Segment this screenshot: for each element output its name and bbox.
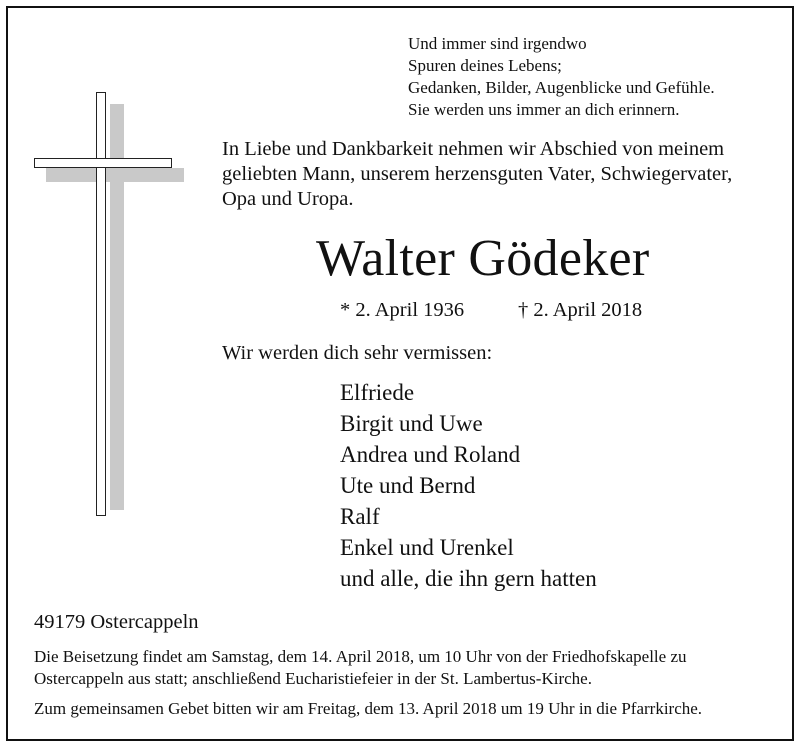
farewell-line: geliebten Mann, unserem herzensguten Vater, Schwiegervater, [222, 163, 733, 185]
poem-line: Und immer sind irgendwo [408, 34, 587, 53]
mourner: Ralf [340, 504, 380, 529]
poem-line: Gedanken, Bilder, Augenblicke und Gefühle. [408, 78, 715, 97]
farewell-text [222, 137, 732, 212]
farewell-line: Opa und Uropa. [222, 188, 354, 210]
miss-text: Wir werden dich sehr vermissen: [222, 342, 493, 364]
mourner: Andrea und Roland [340, 442, 521, 467]
birth-date: * 2. April 1936 [340, 299, 465, 321]
funeral-line: Ostercappeln aus statt; anschließend Eucharistiefeier in der St. Lambertus-Kirche. [34, 669, 592, 688]
poem-line: Spuren deines Lebens; [408, 56, 562, 75]
funeral-line: Die Beisetzung findet am Samstag, dem 14. April 2018, um 10 Uhr von der Friedhofskapelle zu [34, 647, 687, 666]
poem-line: Sie werden uns immer an dich erinnern. [408, 100, 680, 119]
mourner: Enkel und Urenkel [340, 535, 514, 560]
mourner: Ute und Bernd [340, 473, 476, 498]
mourner: Elfriede [340, 380, 415, 405]
death-date: † 2. April 2018 [518, 299, 643, 321]
mourner: Birgit und Uwe [340, 411, 483, 436]
prayer-info: Zum gemeinsamen Gebet bitten wir am Freitag, dem 13. April 2018 um 19 Uhr in die Pfarrkirche. [34, 699, 703, 718]
mourners-list [340, 377, 597, 594]
mourner: und alle, die ihn gern hatten [340, 566, 597, 591]
poem [408, 33, 715, 121]
deceased-name: Walter Gödeker [316, 230, 650, 287]
place: 49179 Ostercappeln [34, 611, 199, 633]
farewell-line: In Liebe und Dankbarkeit nehmen wir Abschied von meinem [222, 138, 725, 160]
funeral-info [34, 646, 686, 690]
